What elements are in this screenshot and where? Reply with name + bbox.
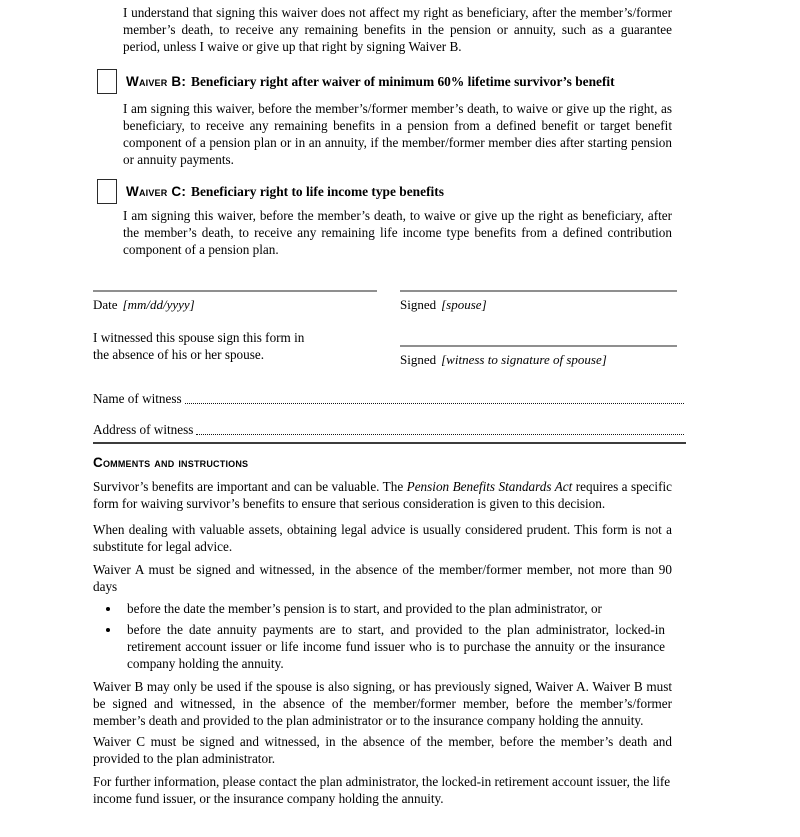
comments-paragraph-1 — [93, 478, 672, 512]
witness-signature-line[interactable] — [400, 345, 677, 347]
address-of-witness-input-line[interactable] — [196, 434, 684, 435]
waiver-c-title: Beneficiary right to life income type benefits — [191, 184, 444, 199]
comments-p1-post: requires a specific form for waiving survivor’s benefits to ensure that serious consideration is given to this decision. — [93, 479, 672, 511]
waiver-a-bullet-list — [121, 600, 665, 672]
waiver-c-paragraph: I am signing this waiver, before the member’s death, to waive or give up the right as beneficiary, after the member’s death, to receive any remaining life income type benefits from a defined contribution component of a pension plan. — [123, 208, 672, 257]
witness-statement-line-2: the absence of his or her spouse. — [93, 347, 265, 362]
comments-paragraph-3: Waiver A must be signed and witnessed, in the absence of the member/former member, not more than 90 days — [93, 562, 672, 594]
signed-witness-label: Signed — [400, 352, 437, 367]
signed-spouse-label: Signed — [400, 297, 437, 312]
spouse-hint: [spouse] — [441, 297, 487, 312]
date-caption — [93, 296, 377, 313]
spouse-signature-caption — [400, 296, 677, 313]
column-gap — [377, 329, 400, 368]
witness-hint: [witness to signature of spouse] — [441, 352, 607, 367]
waiver-b-label: Waiver B: — [126, 74, 187, 89]
waiver-c-label: Waiver C: — [126, 184, 187, 199]
signature-row-2 — [93, 329, 800, 368]
bullet-item-2: • before the date annuity payments are to start, and provided to the plan administrator, locked-in retirement account issuer or life income fund issuer who is to purchase the annuity or the insurance company holding the annuity. — [121, 621, 665, 672]
comments-paragraph-2: When dealing with valuable assets, obtaining legal advice is usually considered prudent. This form is not a substitute for legal advice. — [93, 522, 672, 554]
signature-row-1 — [93, 290, 800, 313]
witness-signature-caption — [400, 351, 677, 368]
date-format-hint: [mm/dd/yyyy] — [122, 297, 195, 312]
waiver-c-checkbox[interactable] — [97, 179, 117, 204]
name-of-witness-input-line[interactable] — [185, 403, 684, 404]
spouse-signature-field — [400, 290, 677, 313]
date-field — [93, 290, 377, 313]
intro-paragraph: I understand that signing this waiver does not affect my right as beneficiary, after the member’s/former member’s death, to receive any remaining benefits in the pension or annuity, such as a guarantee period, unless I waive or give up that right by signing Waiver B. — [123, 5, 672, 54]
waiver-b-title: Beneficiary right after waiver of minimum 60% lifetime survivor’s benefit — [191, 74, 615, 89]
column-gap — [377, 290, 400, 313]
act-name-italic: Pension Benefits Standards Act — [406, 479, 573, 494]
comments-heading: Comments and instructions — [93, 455, 249, 470]
address-of-witness-row — [93, 421, 684, 438]
name-of-witness-label: Name of witness — [93, 391, 182, 406]
waiver-b-heading — [126, 73, 615, 90]
waiver-b-row — [97, 69, 800, 94]
comments-p1-pre: Survivor’s benefits are important and can be valuable. The — [93, 479, 407, 494]
name-of-witness-row — [93, 390, 684, 407]
bullet-item-1: • before the date the member’s pension is to start, and provided to the plan administrator, or — [121, 600, 665, 617]
witness-signature-field — [400, 329, 677, 368]
spouse-signature-line[interactable] — [400, 290, 677, 292]
comments-paragraph-5: Waiver C must be signed and witnessed, in the absence of the member, before the member’s death and provided to the plan administrator. — [93, 734, 672, 766]
waiver-c-row — [97, 179, 800, 204]
comments-paragraph-4: Waiver B may only be used if the spouse is also signing, or has previously signed, Waiver A. Waiver B must be signed and witnessed, in the absence of the member/former member, before the member’s/former member’s death and provided to the plan administrator or to the insurance company holding the annuity. — [93, 679, 672, 728]
waiver-c-heading — [126, 183, 444, 200]
waiver-b-checkbox[interactable] — [97, 69, 117, 94]
date-label: Date — [93, 297, 118, 312]
waiver-b-paragraph: I am signing this waiver, before the member’s/former member’s death, to waive or give up the right, as beneficiary, to receive any remaining benefits in a pension from a defined benefit or target benefit component of a pension plan or in an annuity, if the member/former member dies after starting pension or annuity payments. — [123, 101, 672, 167]
date-signature-line[interactable] — [93, 290, 377, 292]
address-of-witness-label: Address of witness — [93, 422, 194, 437]
comments-paragraph-6: For further information, please contact the plan administrator, the locked-in retirement account issuer, the life income fund issuer, or the insurance company holding the annuity. — [93, 774, 671, 806]
witness-statement — [93, 329, 377, 368]
witness-statement-line-1: I witnessed this spouse sign this form in — [93, 330, 305, 345]
section-divider — [93, 442, 686, 444]
